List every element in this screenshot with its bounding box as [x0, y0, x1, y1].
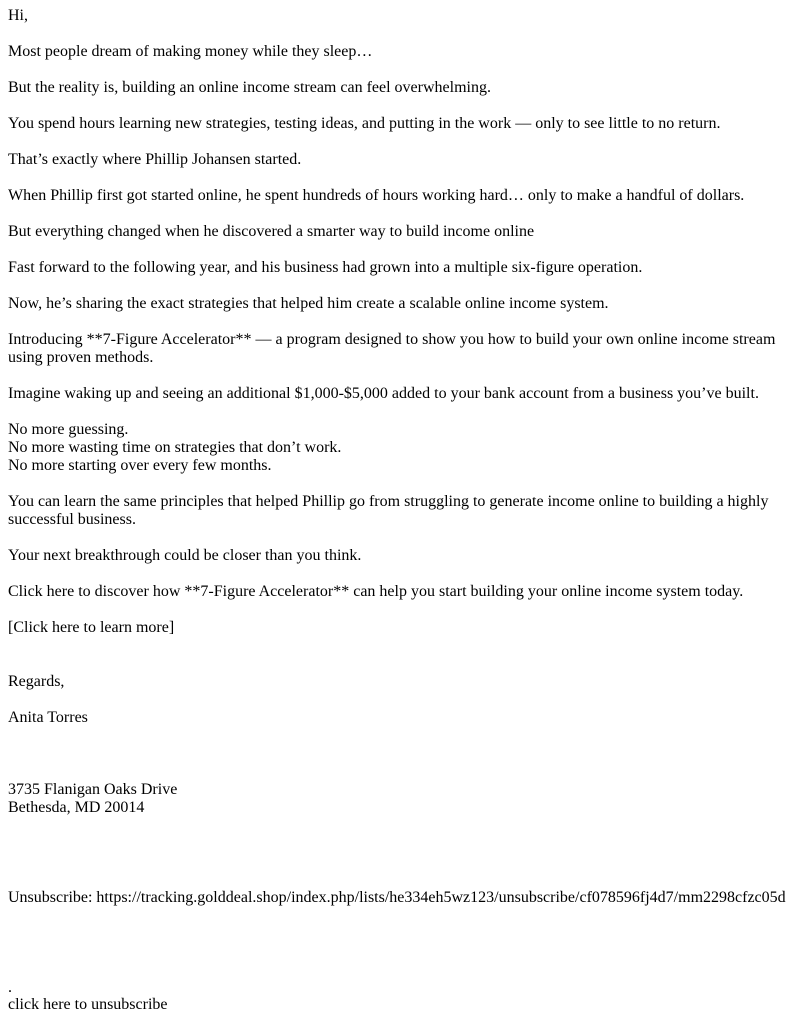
- no-more-wasting: No more wasting time on strategies that don’t work.: [8, 439, 342, 456]
- paragraph-reality: But the reality is, building an online income stream can feel overwhelming.: [8, 79, 491, 96]
- postal-address: [8, 781, 792, 817]
- paragraph-learn: You can learn the same principles that helped Phillip go from struggling to generate income online to building a highly successful business.: [8, 493, 769, 528]
- paragraph-introducing: Introducing **7-Figure Accelerator** — a program designed to show you how to build your own online income stream using proven methods.: [8, 331, 776, 366]
- cta-paragraph: Click here to discover how **7-Figure Accelerator** can help you start building your online income system today.: [8, 583, 744, 600]
- address-line-1: 3735 Flanigan Oaks Drive: [8, 781, 178, 798]
- no-more-starting-over: No more starting over every few months.: [8, 457, 272, 474]
- greeting: Hi,: [8, 7, 28, 24]
- paragraph-first-online: When Phillip first got started online, he spent hundreds of hours working hard… only to make a handful of dollars.: [8, 187, 745, 204]
- address-line-2: Bethesda, MD 20014: [8, 799, 145, 816]
- regards: Regards,: [8, 673, 65, 690]
- paragraph-hours: You spend hours learning new strategies, testing ideas, and putting in the work — only to see little to no return.: [8, 115, 721, 132]
- paragraph-phillip-start: That’s exactly where Phillip Johansen started.: [8, 151, 302, 168]
- paragraph-sharing: Now, he’s sharing the exact strategies that helped him create a scalable online income system.: [8, 295, 609, 312]
- signature: Anita Torres: [8, 709, 88, 726]
- paragraph-breakthrough: Your next breakthrough could be closer than you think.: [8, 547, 362, 564]
- unsubscribe-link[interactable]: Unsubscribe: https://tracking.golddeal.shop/index.php/lists/he334eh5wz123/unsubscribe/cf078596fj4d7/mm2298cfzc05d: [8, 889, 786, 906]
- email-body: [8, 7, 792, 925]
- paragraph-imagine: Imagine waking up and seeing an additional $1,000-$5,000 added to your bank account from a business you’ve built.: [8, 385, 759, 402]
- unsubscribe-footer-link[interactable]: click here to unsubscribe: [8, 996, 168, 1013]
- paragraph-fast-forward: Fast forward to the following year, and his business had grown into a multiple six-figure operation.: [8, 259, 643, 276]
- learn-more-link[interactable]: [Click here to learn more]: [8, 619, 175, 636]
- trailing-dot: .: [8, 979, 12, 996]
- no-more-guessing: No more guessing.: [8, 421, 129, 438]
- no-more-list: [8, 421, 792, 475]
- paragraph-dream: Most people dream of making money while they sleep…: [8, 43, 373, 60]
- paragraph-changed: But everything changed when he discovered a smarter way to build income online: [8, 223, 535, 240]
